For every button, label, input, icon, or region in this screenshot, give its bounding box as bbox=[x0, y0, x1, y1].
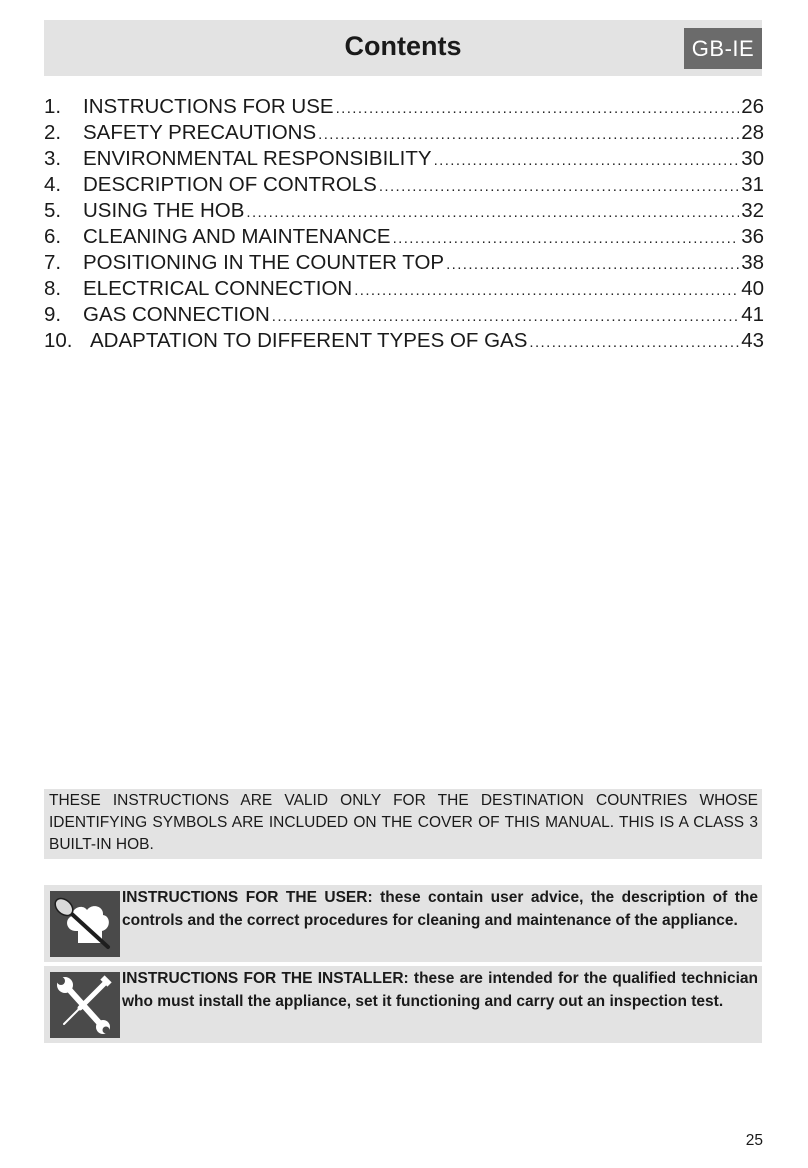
toc-page: 38 bbox=[741, 251, 764, 274]
chef-hat-spoon-graphic bbox=[50, 891, 120, 957]
toc-title: ELECTRICAL CONNECTION bbox=[83, 277, 353, 300]
toc-number: 6. bbox=[44, 225, 62, 248]
installer-instructions-box bbox=[44, 966, 762, 1043]
toc-page: 28 bbox=[741, 121, 764, 144]
toc-title: INSTRUCTIONS FOR USE bbox=[83, 95, 334, 118]
toc-number: 9. bbox=[44, 303, 62, 326]
user-instructions-box bbox=[44, 885, 762, 962]
toc-leader-dots bbox=[354, 278, 739, 304]
toc-entry-5[interactable] bbox=[44, 198, 764, 224]
toc-entry-9[interactable] bbox=[44, 302, 764, 328]
toc-leader-dots bbox=[529, 330, 739, 356]
toc-title: SAFETY PRECAUTIONS bbox=[83, 121, 317, 144]
toc-title: CLEANING AND MAINTENANCE bbox=[83, 225, 391, 248]
language-badge: GB-IE bbox=[684, 28, 762, 69]
toc-leader-dots bbox=[393, 226, 740, 252]
toc-page: 43 bbox=[741, 329, 764, 352]
toc-title: ADAPTATION TO DIFFERENT TYPES OF GAS bbox=[90, 329, 528, 352]
toc-leader-dots bbox=[318, 122, 739, 148]
user-instructions-text: INSTRUCTIONS FOR THE USER: these contain user advice, the description of the controls and the correct procedures for cleaning and maintenance of the appliance. bbox=[122, 889, 758, 929]
toc-title: GAS CONNECTION bbox=[83, 303, 270, 326]
toc-leader-dots bbox=[336, 96, 740, 122]
toc-entry-6[interactable] bbox=[44, 224, 764, 250]
validity-notice-text: THESE INSTRUCTIONS ARE VALID ONLY FOR THE DESTINATION COUNTRIES WHOSE IDENTIFYING SYMBOLS ARE INCLUDED ON THE COVER OF THIS MANUAL. THIS IS A CLASS 3 BUILT-IN HOB. bbox=[49, 792, 758, 853]
toc-page: 40 bbox=[741, 277, 764, 300]
toc-number: 8. bbox=[44, 277, 62, 300]
toc-number: 7. bbox=[44, 251, 62, 274]
toc-title: ENVIRONMENTAL RESPONSIBILITY bbox=[83, 147, 432, 170]
toc-number: 1. bbox=[44, 95, 62, 118]
toc-title: USING THE HOB bbox=[83, 199, 245, 222]
wrench-screwdriver-icon bbox=[50, 972, 120, 1038]
page-number: 25 bbox=[745, 1132, 763, 1149]
page-title: Contents bbox=[344, 31, 462, 61]
table-of-contents bbox=[44, 94, 764, 354]
validity-notice-box bbox=[44, 789, 762, 859]
toc-entry-3[interactable] bbox=[44, 146, 764, 172]
toc-leader-dots bbox=[272, 304, 739, 330]
toc-leader-dots bbox=[246, 200, 739, 226]
toc-page: 41 bbox=[741, 303, 764, 326]
wrench-screwdriver-graphic bbox=[50, 972, 120, 1038]
toc-entry-8[interactable] bbox=[44, 276, 764, 302]
toc-page: 26 bbox=[741, 95, 764, 118]
toc-leader-dots bbox=[379, 174, 739, 200]
toc-entry-1[interactable] bbox=[44, 94, 764, 120]
toc-number: 5. bbox=[44, 199, 62, 222]
toc-number: 3. bbox=[44, 147, 62, 170]
installer-instructions-text: INSTRUCTIONS FOR THE INSTALLER: these are intended for the qualified technician who must install the appliance, set it functioning and carry out an inspection test. bbox=[122, 970, 758, 1010]
toc-entry-2[interactable] bbox=[44, 120, 764, 146]
chef-hat-spoon-icon bbox=[50, 891, 120, 957]
toc-page: 36 bbox=[741, 225, 764, 248]
toc-entry-10[interactable] bbox=[44, 328, 764, 354]
toc-leader-dots bbox=[446, 252, 739, 278]
toc-title: POSITIONING IN THE COUNTER TOP bbox=[83, 251, 445, 274]
toc-page: 30 bbox=[741, 147, 764, 170]
toc-entry-7[interactable] bbox=[44, 250, 764, 276]
toc-title: DESCRIPTION OF CONTROLS bbox=[83, 173, 377, 196]
toc-entry-4[interactable] bbox=[44, 172, 764, 198]
toc-page: 32 bbox=[741, 199, 764, 222]
toc-number: 4. bbox=[44, 173, 62, 196]
toc-number: 10. bbox=[44, 329, 73, 352]
toc-leader-dots bbox=[434, 148, 740, 174]
toc-page: 31 bbox=[741, 173, 764, 196]
toc-number: 2. bbox=[44, 121, 62, 144]
